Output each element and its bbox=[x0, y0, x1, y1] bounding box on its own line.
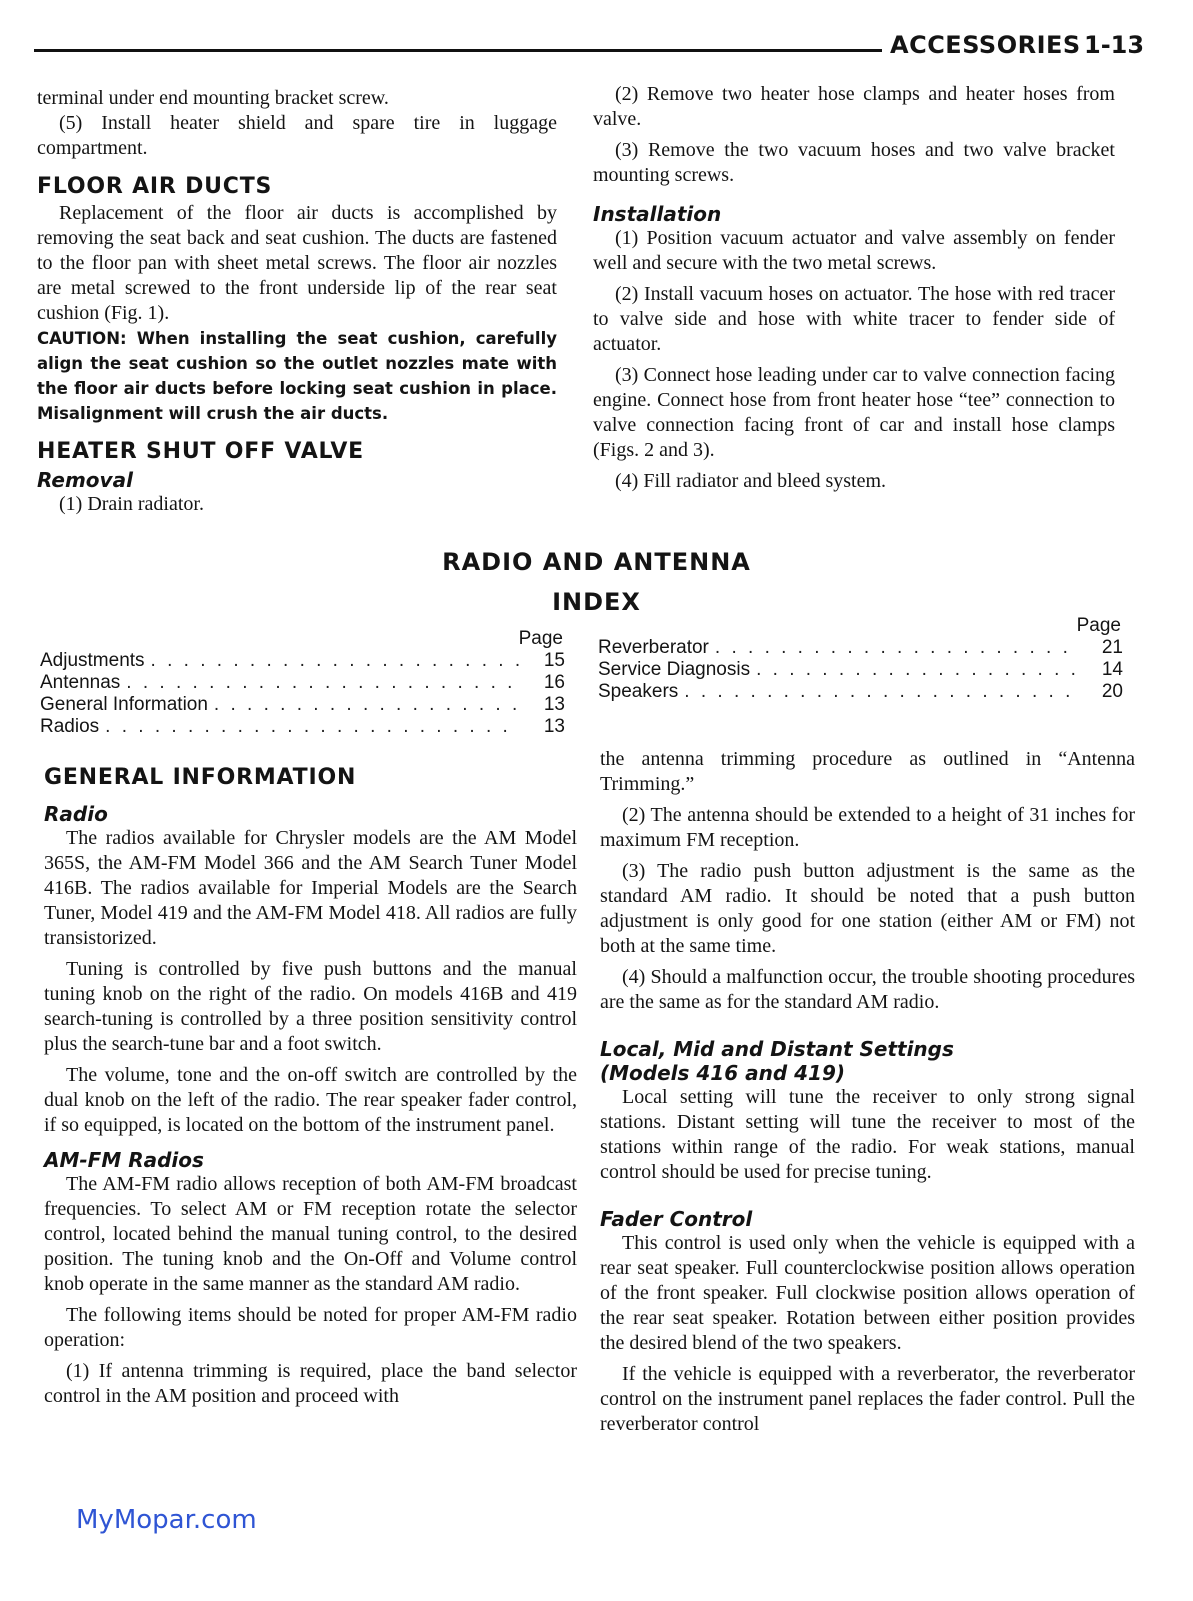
leader-dots bbox=[715, 637, 1077, 659]
index-entry-page: 21 bbox=[1101, 637, 1123, 658]
index-entry-label: General Information bbox=[40, 694, 208, 715]
column-bottom-right bbox=[600, 747, 1135, 1437]
column-top-left bbox=[37, 86, 557, 517]
subheading-local-mid-distant-settings: Local, Mid and Distant Settings bbox=[600, 1037, 954, 1061]
leader-dots bbox=[126, 672, 519, 694]
column-top-right bbox=[593, 82, 1115, 494]
paragraph: This control is used only when the vehicle is equipped with a rear seat speaker. Full counterclockwise position allows operation of the front speaker. Full clockwise position allows operation of the rear seat speaker. Rotation between either position provides the desired blend of the two speakers. bbox=[600, 1232, 1135, 1354]
subheading-radio: Radio bbox=[44, 802, 108, 826]
index-entry bbox=[40, 650, 565, 672]
index-entry bbox=[598, 637, 1123, 659]
paragraph: (4) Fill radiator and bleed system. bbox=[615, 470, 887, 492]
index-page-label: Page bbox=[518, 628, 563, 649]
index-entry-label: Service Diagnosis bbox=[598, 659, 751, 680]
section-heading-general-information: GENERAL INFORMATION bbox=[44, 765, 357, 790]
index-entry-label: Adjustments bbox=[40, 650, 145, 671]
leader-dots bbox=[214, 694, 519, 716]
leader-dots bbox=[105, 716, 519, 738]
index-entry-page: 20 bbox=[1101, 681, 1123, 702]
paragraph: (1) Drain radiator. bbox=[59, 493, 204, 515]
paragraph: The AM-FM radio allows reception of both AM-FM broadcast frequencies. To select AM or FM reception rotate the selector control, located behind the manual tuning control, to the desired position. The tuning knob and the On-Off and Volume control knob operate in the same manner as the standard AM radio. bbox=[44, 1173, 577, 1295]
page-header bbox=[34, 30, 1144, 62]
caution-note: CAUTION: When installing the seat cushion, carefully align the seat cushion so the outlet nozzles mate with the floor air ducts before locking seat cushion in place. Misalignment will crush the air ducts. bbox=[37, 329, 557, 423]
paragraph: terminal under end mounting bracket screw. bbox=[37, 87, 389, 109]
paragraph: (4) Should a malfunction occur, the trouble shooting procedures are the same as for the standard AM radio. bbox=[600, 966, 1135, 1013]
index-entry bbox=[40, 694, 565, 716]
index-entry bbox=[598, 659, 1123, 681]
index-entry bbox=[598, 681, 1123, 703]
paragraph: (3) The radio push button adjustment is the same as the standard AM radio. It should be noted that a push button adjustment is only good for one station (either AM or FM) not both at the same time. bbox=[600, 860, 1135, 957]
paragraph: (2) The antenna should be extended to a height of 31 inches for maximum FM reception. bbox=[600, 804, 1135, 851]
paragraph: The radios available for Chrysler models are the AM Model 365S, the AM-FM Model 366 and the AM Search Tuner Model 416B. The radios available for Imperial Models are the Search Tuner, Model 419 and the AM-FM Model 418. All radios are fully transistorized. bbox=[44, 827, 577, 949]
header-title: ACCESSORIES bbox=[890, 31, 1081, 59]
paragraph: (1) Position vacuum actuator and valve assembly on fender well and secure with the two metal screws. bbox=[593, 227, 1115, 274]
index-entry-page: 14 bbox=[1101, 659, 1123, 680]
leader-dots bbox=[684, 681, 1077, 703]
watermark: MyMopar.com bbox=[76, 1505, 257, 1535]
leader-dots bbox=[151, 650, 519, 672]
index-entry-label: Reverberator bbox=[598, 637, 709, 658]
leader-dots bbox=[756, 659, 1077, 681]
paragraph: (3) Connect hose leading under car to valve connection facing engine. Connect hose from front heater hose “tee” connection to valve connection facing front of car and install hose clamps (Figs. 2 and 3). bbox=[593, 364, 1115, 461]
paragraph: Replacement of the floor air ducts is accomplished by removing the seat back and seat cushion. The ducts are fastened to the floor pan with sheet metal screws. The floor air nozzles are metal screwed to the front underside lip of the rear seat cushion (Fig. 1). bbox=[37, 202, 557, 324]
index-page-label: Page bbox=[1076, 615, 1121, 636]
subheading-installation: Installation bbox=[593, 202, 722, 226]
paragraph: (2) Install vacuum hoses on actuator. The hose with red tracer to valve side and hose with white tracer to fender side of actuator. bbox=[593, 283, 1115, 355]
index-entry bbox=[40, 672, 565, 694]
paragraph: (1) If antenna trimming is required, place the band selector control in the AM position and proceed with bbox=[44, 1360, 577, 1407]
subheading-am-fm-radios: AM-FM Radios bbox=[44, 1148, 204, 1172]
index-entry-page: 16 bbox=[543, 672, 565, 693]
paragraph: the antenna trimming procedure as outlined in “Antenna Trimming.” bbox=[600, 748, 1135, 795]
section-title: RADIO AND ANTENNA bbox=[442, 548, 751, 576]
index-list-left bbox=[40, 628, 565, 738]
index-title: INDEX bbox=[552, 588, 641, 616]
index-entry-label: Speakers bbox=[598, 681, 679, 702]
index-list-right bbox=[598, 615, 1123, 703]
header-page-number: 1-13 bbox=[1084, 31, 1145, 59]
header-rule bbox=[34, 49, 882, 52]
section-heading-heater-shut-off-valve: HEATER SHUT OFF VALVE bbox=[37, 439, 365, 464]
paragraph: Local setting will tune the receiver to only strong signal stations. Distant setting will tune the receiver to most of the stations within range of the radio. For weak stations, manual control should be used for precise tuning. bbox=[600, 1086, 1135, 1183]
index-entry-page: 15 bbox=[543, 650, 565, 671]
subheading-removal: Removal bbox=[37, 468, 133, 492]
index-entry-label: Radios bbox=[40, 716, 100, 737]
paragraph: (5) Install heater shield and spare tire in luggage compartment. bbox=[37, 112, 557, 159]
paragraph: Tuning is controlled by five push buttons and the manual tuning knob on the right of the radio. On models 416B and 419 search-tuning is controlled by a three position sensitivity control plus the search-tune bar and a foot switch. bbox=[44, 958, 577, 1055]
paragraph: If the vehicle is equipped with a reverberator, the reverberator control on the instrument panel replaces the fader control. Pull the reverberator control bbox=[600, 1363, 1135, 1435]
index-entry-label: Antennas bbox=[40, 672, 121, 693]
subheading-fader-control: Fader Control bbox=[600, 1207, 753, 1231]
column-bottom-left bbox=[44, 764, 577, 1409]
paragraph: The following items should be noted for proper AM-FM radio operation: bbox=[44, 1304, 577, 1351]
subheading-models: (Models 416 and 419) bbox=[600, 1061, 845, 1085]
index-entry-page: 13 bbox=[543, 694, 565, 715]
paragraph: (2) Remove two heater hose clamps and heater hoses from valve. bbox=[593, 83, 1115, 130]
index-entry bbox=[40, 716, 565, 738]
index-entry-page: 13 bbox=[543, 716, 565, 737]
section-heading-floor-air-ducts: FLOOR AIR DUCTS bbox=[37, 174, 273, 199]
paragraph: (3) Remove the two vacuum hoses and two valve bracket mounting screws. bbox=[593, 139, 1115, 186]
paragraph: The volume, tone and the on-off switch are controlled by the dual knob on the left of the radio. The rear speaker fader control, if so equipped, is located on the bottom of the instrument panel. bbox=[44, 1064, 577, 1136]
